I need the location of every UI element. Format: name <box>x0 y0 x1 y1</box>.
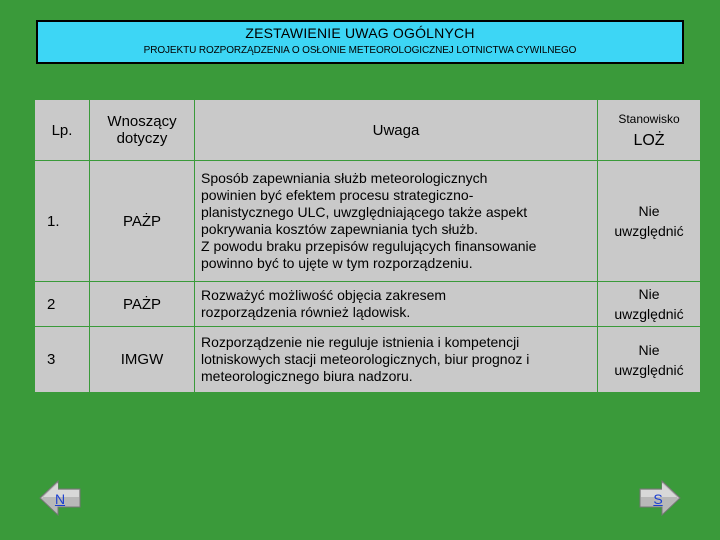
row-stanowisko: Nie uwzględnić <box>598 327 701 393</box>
uwaga-line: pokrywania kosztów zapewniania tych służb. <box>201 221 479 237</box>
row-uwaga <box>195 327 598 393</box>
header-stanowisko-label: Stanowisko <box>618 112 680 126</box>
row-wnoszacy: PAŻP <box>90 282 195 327</box>
header-lp: Lp. <box>35 100 90 161</box>
table-header-row <box>35 100 701 161</box>
uwaga-line: powinien być efektem procesu strategiczno- <box>201 187 474 203</box>
title-banner <box>36 20 684 64</box>
next-slide-label[interactable]: S <box>653 491 663 507</box>
row-uwaga <box>195 161 598 282</box>
uwaga-line: rozporządzenia również lądowisk. <box>201 304 411 320</box>
table-row <box>35 161 701 282</box>
uwaga-line: lotniskowych stacji meteorologicznych, biur prognoz i <box>201 351 530 367</box>
row-lp: 2 <box>35 282 90 327</box>
row-lp: 1. <box>35 161 90 282</box>
row-stanowisko: Nie uwzględnić <box>598 161 701 282</box>
uwaga-line: planistycznego ULC, uwzględniającego także aspekt <box>201 204 528 220</box>
header-uwaga: Uwaga <box>195 100 598 161</box>
uwaga-line: powinno być to ujęte w tym rozporządzeniu. <box>201 255 473 271</box>
header-stanowisko <box>598 100 701 161</box>
row-wnoszacy: IMGW <box>90 327 195 393</box>
uwaga-line: Rozporządzenie nie reguluje istnienia i kompetencji <box>201 334 520 350</box>
table-row <box>35 282 701 327</box>
prev-slide-button[interactable] <box>38 479 82 517</box>
page-subtitle: PROJEKTU ROZPORZĄDZENIA O OSŁONIE METEOROLOGICZNEJ LOTNICTWA CYWILNEGO <box>143 45 577 56</box>
table-row <box>35 327 701 393</box>
row-uwaga <box>195 282 598 327</box>
uwaga-line: Z powodu braku przepisów regulujących finansowanie <box>201 238 537 254</box>
page-title: ZESTAWIENIE UWAG OGÓLNYCH <box>245 25 475 41</box>
uwaga-line: Sposób zapewniania służb meteorologicznych <box>201 170 488 186</box>
row-lp: 3 <box>35 327 90 393</box>
next-slide-button[interactable] <box>638 479 682 517</box>
uwaga-line: meteorologicznego biura nadzoru. <box>201 368 413 384</box>
remarks-table <box>34 99 701 393</box>
row-wnoszacy: PAŻP <box>90 161 195 282</box>
prev-slide-label[interactable]: N <box>54 491 66 507</box>
row-stanowisko: Nie uwzględnić <box>598 282 701 327</box>
header-stanowisko-org: LOŻ <box>633 132 665 149</box>
uwaga-line: Rozważyć możliwość objęcia zakresem <box>201 287 447 303</box>
header-wnoszacy: Wnoszący dotyczy <box>90 100 195 161</box>
